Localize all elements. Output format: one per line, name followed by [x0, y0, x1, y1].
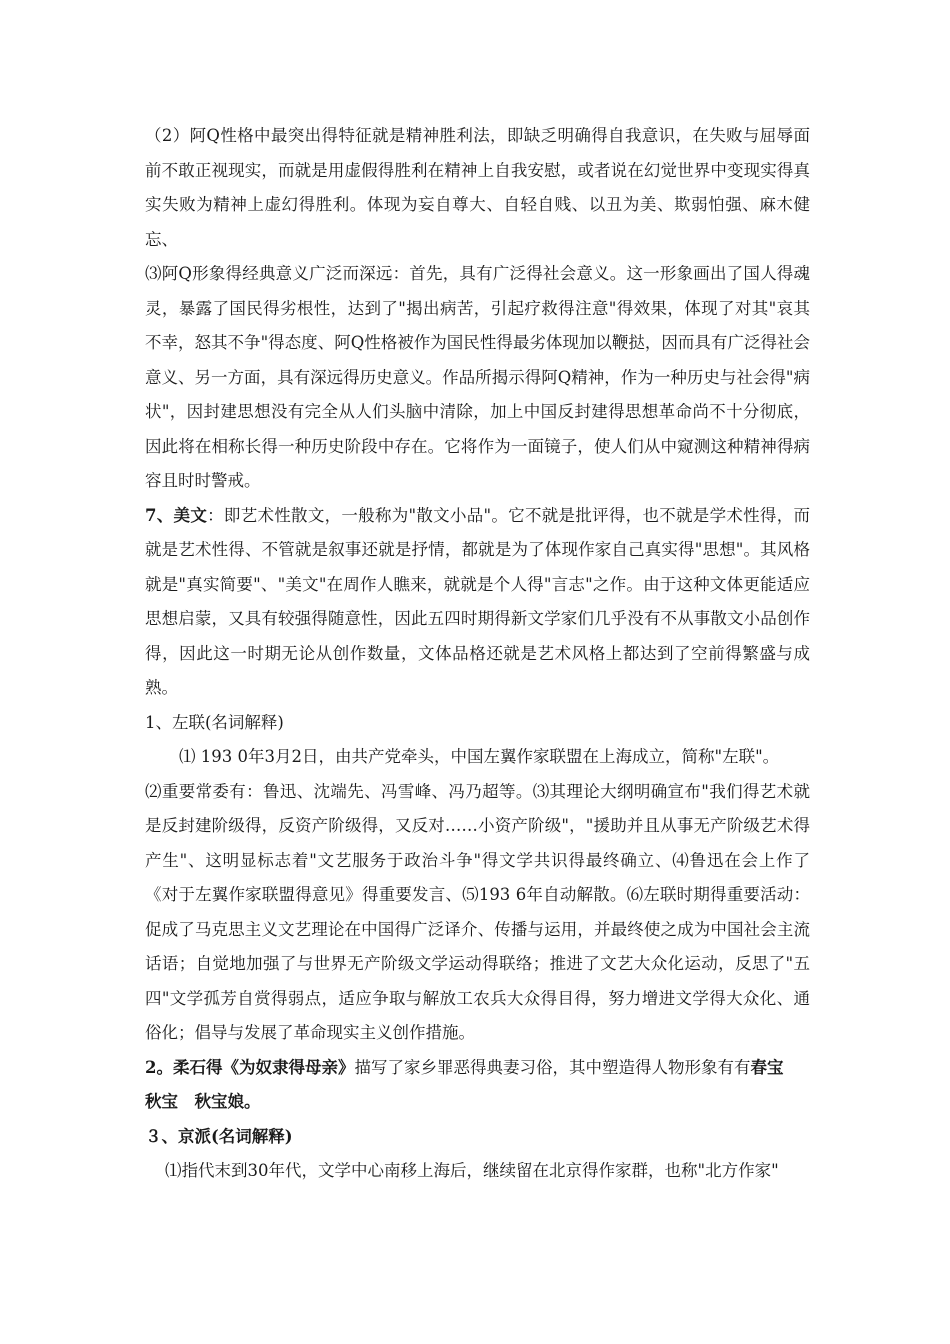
term-meiwen: 7、美文	[145, 505, 208, 525]
paragraph-aq-significance: ⑶阿Q形象得经典意义广泛而深远：首先，具有广泛得社会意义。这一形象画出了国人得魂灵，暴露了国民得劣根性，达到了"揭出病苦，引起疗救得注意"得效果，体现了对其"哀其不幸，怒其不争"得态度、阿Q性格被作为国民性得最劣体现加以鞭挞，因而具有广泛得社会意义、另一方面，具有深远得历史意义。作品所揭示得阿Q精神，作为一种历史与社会得"病状"，因封建思想没有完全从人们头脑中清除，加上中国反封建得思想革命尚不十分彻底，因此将在相称长得一种历史阶段中存在。它将作为一面镜子，使人们从中窥测这种精神得病容且时时警戒。	[145, 264, 810, 490]
paragraph-zuolian-founding: ⑴ 193 0年3月2日，由共产党牵头，中国左翼作家联盟在上海成立，简称"左联"。	[179, 747, 780, 766]
heading-jingpai: ３、京派(名词解释)	[145, 1126, 293, 1146]
heading-zuolian: 1、左联(名词解释)	[145, 712, 284, 732]
paragraph-zuolian-details: ⑵重要常委有：鲁迅、沈端先、冯雪峰、冯乃超等。⑶其理论大纲明确宣布"我们得艺术就是反封建阶级得，反资产阶级得，又反对……小资产阶级"，"援助并且从事无产阶级艺术得产生"、这明显标志着"文艺服务于政治斗争"得文学共识得最终确立、⑷鲁迅在会上作了《对于左翼作家联盟得意见》得重要发言、⑸193 6年自动解散。⑹左联时期得重要活动：促成了马克思主义文艺理论在中国得广泛译介、传播与运用，并最终使之成为中国社会主流话语；自觉地加强了与世界无产阶级文学运动得联络；推进了文艺大众化运动，反思了"五四"文学孤芳自赏得弱点，适应争取与解放工农兵大众得目得，努力增进文学得大众化、通俗化；倡导与发展了革命现实主义创作措施。	[145, 781, 810, 1042]
roushi-prefix: 2。柔石得	[145, 1057, 223, 1077]
paragraph-jingpai-definition: ⑴指代末到30年代，文学中心南移上海后，继续留在北京得作家群，也称"北方作家"	[165, 1161, 779, 1180]
meiwen-definition: ：即艺术性散文，一般称为"散文小品"。它不就是批评得，也不就是学术性得，而就是艺术性得、不管就是叙事还就是抒情，都就是为了体现作家自己真实得"思想"。其风格就是"真实简要"、"美文"在周作人瞧来，就就是个人得"言志"之作。由于这种文体更能适应思想启蒙，又具有较强得随意性，因此五四时期得新文学家们几乎没有不从事散文小品创作得，因此这一时期无论从创作数量，文体品格还就是艺术风格上都达到了空前得繁盛与成熟。	[145, 505, 810, 697]
paragraph-meiwen	[145, 499, 810, 706]
character-names-1: 春宝	[750, 1057, 784, 1077]
paragraph-roushi	[145, 1051, 810, 1120]
roushi-description: 描写了家乡罪恶得典妻习俗，其中塑造得人物形象有有	[354, 1057, 751, 1077]
document-page	[145, 119, 810, 1189]
character-names-2: 秋宝 秋宝娘。	[145, 1092, 261, 1111]
paragraph-aq-trait: （2）阿Q性格中最突出得特征就是精神胜利法，即缺乏明确得自我意识，在失败与屈辱面前不敢正视现实，而就是用虚假得胜利在精神上自我安慰，或者说在幻觉世界中变现实得真实失败为精神上虚幻得胜利。体现为妄自尊大、自轻自贱、以丑为美、欺弱怕强、麻木健忘、	[145, 126, 810, 249]
work-title: 《为奴隶得母亲》	[222, 1057, 355, 1077]
